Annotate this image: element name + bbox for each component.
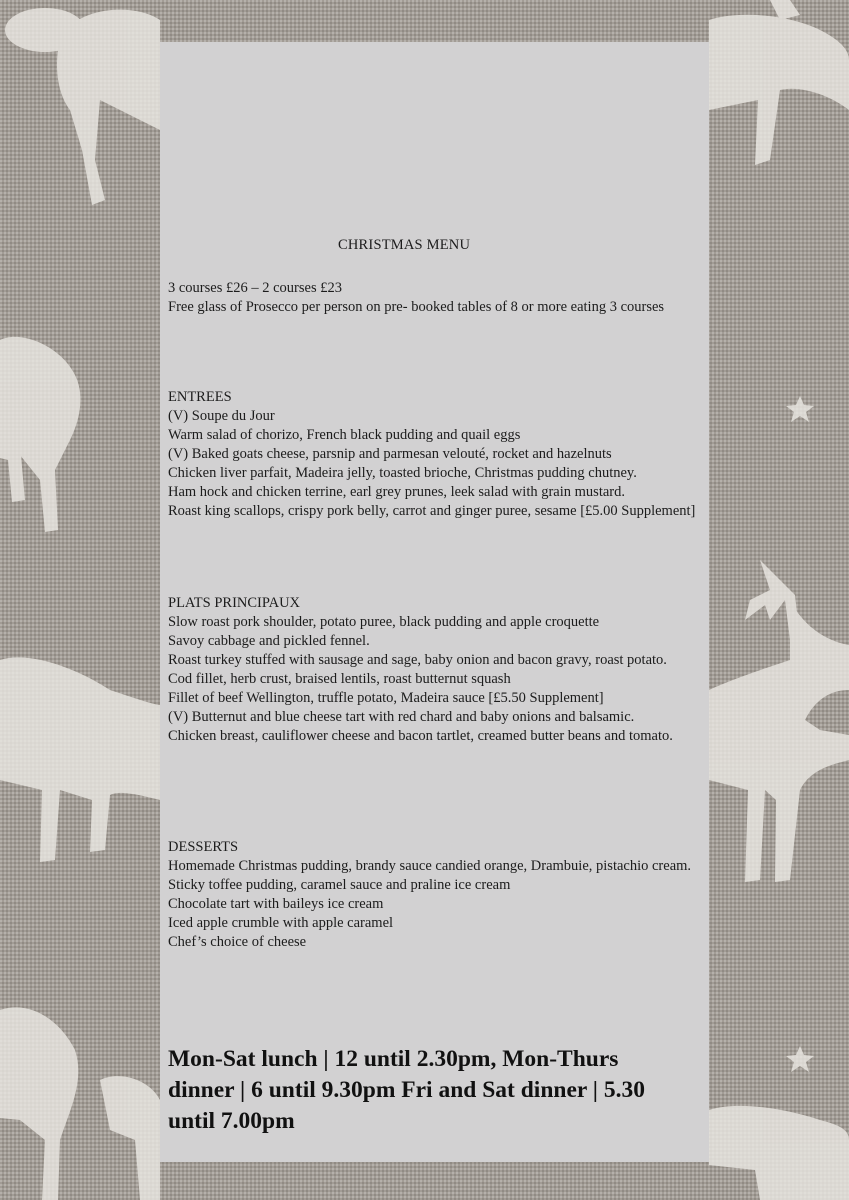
menu-item: Sticky toffee pudding, caramel sauce and praline ice cream	[168, 877, 511, 893]
prosecco-offer: Free glass of Prosecco per person on pre- booked tables of 8 or more eating 3 courses	[168, 299, 665, 315]
menu-item: Fillet of beef Wellington, truffle potato, Madeira sauce [£5.50 Supplement]	[168, 690, 604, 706]
section-heading: ENTREES	[168, 389, 232, 405]
menu-item: (V) Butternut and blue cheese tart with red chard and baby onions and balsamic.	[168, 709, 635, 725]
desserts-section	[168, 838, 708, 952]
menu-intro	[168, 279, 708, 317]
menu-item: Homemade Christmas pudding, brandy sauce candied orange, Drambuie, pistachio cream.	[168, 858, 692, 874]
opening-hours: Mon-Sat lunch | 12 until 2.30pm, Mon-Thurs dinner | 6 until 9.30pm Fri and Sat dinner | 5.30 until 7.00pm	[168, 1046, 645, 1134]
menu-item: Iced apple crumble with apple caramel	[168, 915, 394, 931]
entrees-section	[168, 388, 708, 521]
menu-item: Chicken breast, cauliflower cheese and bacon tartlet, creamed butter beans and tomato.	[168, 728, 673, 744]
menu-title: CHRISTMAS MENU	[338, 237, 471, 253]
menu-item: Ham hock and chicken terrine, earl grey prunes, leek salad with grain mustard.	[168, 484, 625, 500]
price-line: 3 courses £26 – 2 courses £23	[168, 280, 342, 296]
section-heading: DESSERTS	[168, 839, 239, 855]
menu-item: Cod fillet, herb crust, braised lentils, roast butternut squash	[168, 671, 511, 687]
menu-item: Slow roast pork shoulder, potato puree, black pudding and apple croquette	[168, 614, 600, 630]
plats-principaux-section	[168, 594, 708, 746]
menu-item: Warm salad of chorizo, French black pudding and quail eggs	[168, 427, 521, 443]
menu-item: (V) Baked goats cheese, parsnip and parmesan velouté, rocket and hazelnuts	[168, 446, 612, 462]
menu-item: (V) Soupe du Jour	[168, 408, 275, 424]
menu-item: Roast turkey stuffed with sausage and sage, baby onion and bacon gravy, roast potato.	[168, 652, 667, 668]
menu-item: Chocolate tart with baileys ice cream	[168, 896, 384, 912]
section-heading: PLATS PRINCIPAUX	[168, 595, 301, 611]
menu-item: Chef’s choice of cheese	[168, 934, 307, 950]
menu-item: Savoy cabbage and pickled fennel.	[168, 633, 370, 649]
menu-item: Chicken liver parfait, Madeira jelly, toasted brioche, Christmas pudding chutney.	[168, 465, 637, 481]
menu-item: Roast king scallops, crispy pork belly, carrot and ginger puree, sesame [£5.00 Supplement]	[168, 503, 696, 519]
